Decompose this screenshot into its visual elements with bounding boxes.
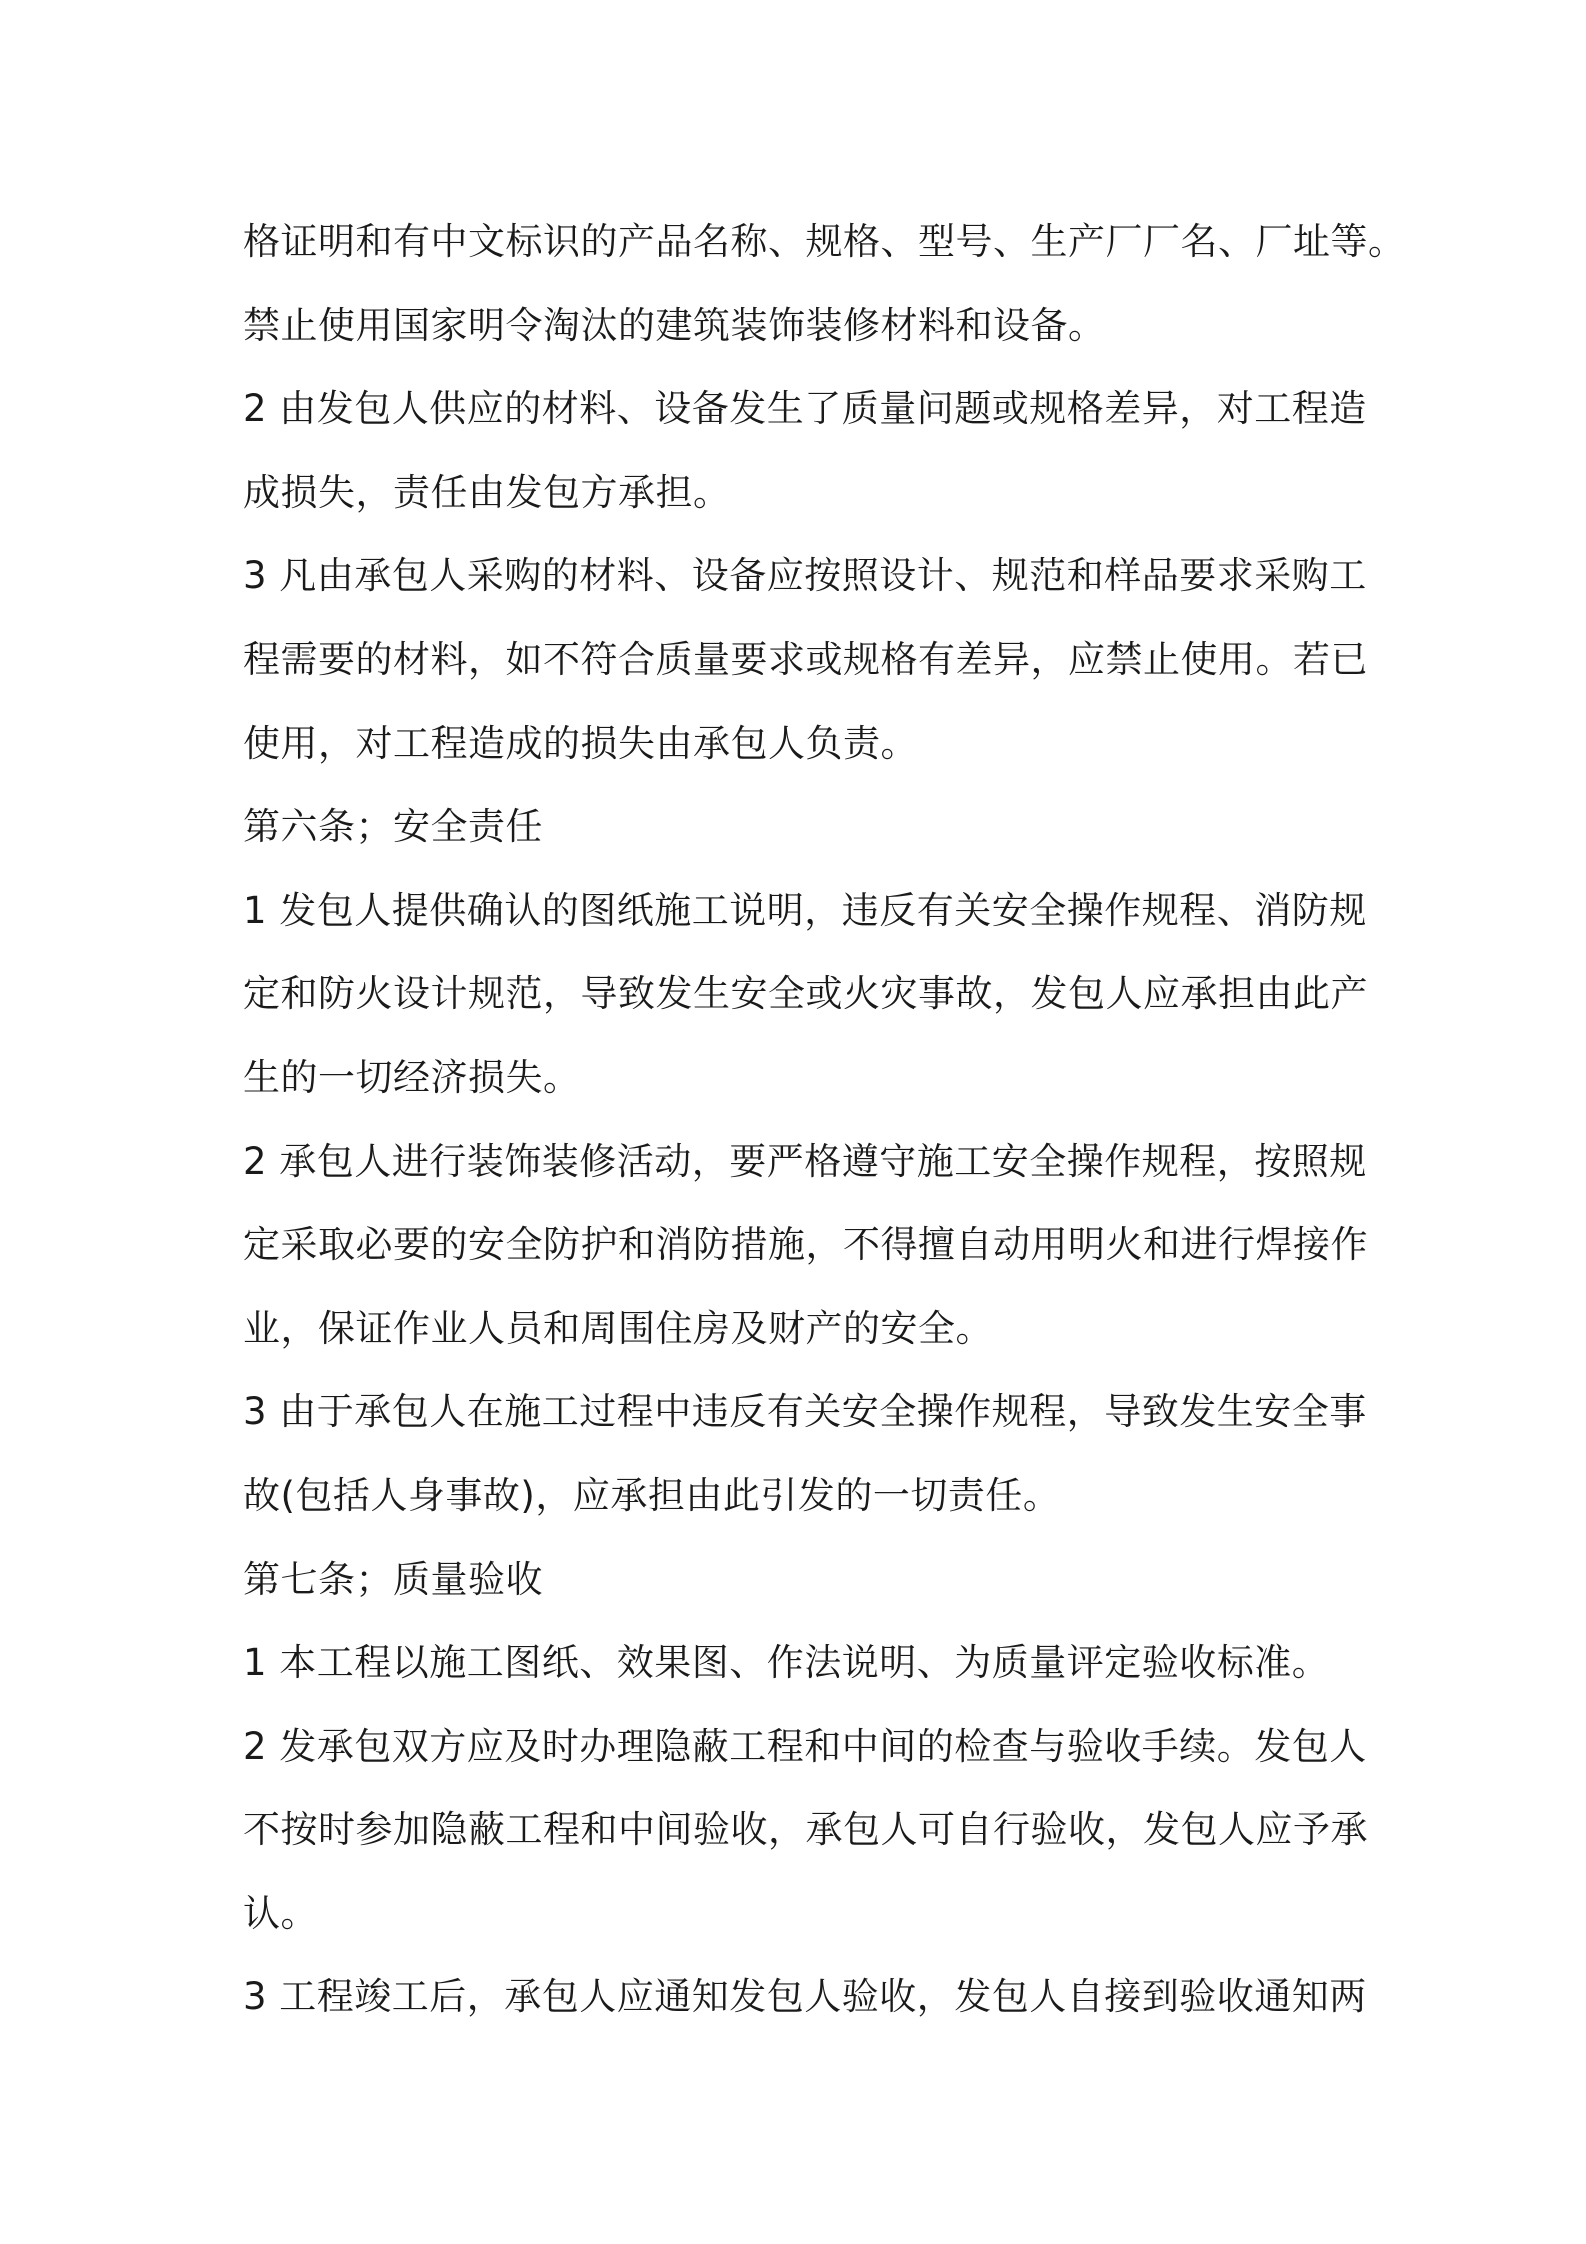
document-page	[243, 200, 1406, 2039]
text-line: 3 由于承包人在施工过程中违反有关安全操作规程，导致发生安全事	[243, 1390, 1367, 1434]
text-line: 1 发包人提供确认的图纸施工说明，违反有关安全操作规程、消防规	[243, 888, 1367, 932]
text-line: 3 工程竣工后，承包人应通知发包人验收，发包人自接到验收通知两	[243, 1975, 1367, 2019]
text-line: 3 凡由承包人采购的材料、设备应按照设计、规范和样品要求采购工	[243, 554, 1367, 598]
text-line: 定采取必要的安全防护和消防措施，不得擅自动用明火和进行焊接作	[243, 1223, 1368, 1267]
text-line: 程需要的材料，如不符合质量要求或规格有差异，应禁止使用。若已	[243, 637, 1368, 681]
text-line: 认。	[243, 1891, 318, 1935]
text-line: 成损失，责任由发包方承担。	[243, 470, 731, 514]
text-line: 禁止使用国家明令淘汰的建筑装饰装修材料和设备。	[243, 303, 1106, 347]
text-line: 生的一切经济损失。	[243, 1055, 581, 1099]
text-line: 故(包括人身事故)，应承担由此引发的一切责任。	[243, 1473, 1061, 1517]
text-line: 定和防火设计规范，导致发生安全或火灾事故，发包人应承担由此产	[243, 972, 1368, 1016]
text-line: 2 由发包人供应的材料、设备发生了质量问题或规格差异，对工程造	[243, 387, 1367, 431]
section-heading: 第七条；质量验收	[243, 1557, 543, 1601]
text-line: 业，保证作业人员和周围住房及财产的安全。	[243, 1306, 993, 1350]
text-line: 2 承包人进行装饰装修活动，要严格遵守施工安全操作规程，按照规	[243, 1139, 1367, 1183]
text-line: 2 发承包双方应及时办理隐蔽工程和中间的检查与验收手续。发包人	[243, 1724, 1367, 1768]
text-line: 1 本工程以施工图纸、效果图、作法说明、为质量评定验收标准。	[243, 1641, 1330, 1685]
text-line: 使用，对工程造成的损失由承包人负责。	[243, 721, 918, 765]
text-line: 不按时参加隐蔽工程和中间验收，承包人可自行验收，发包人应予承	[243, 1808, 1368, 1852]
text-line: 格证明和有中文标识的产品名称、规格、型号、生产厂厂名、厂址等。	[243, 220, 1406, 263]
section-heading: 第六条；安全责任	[243, 805, 543, 849]
